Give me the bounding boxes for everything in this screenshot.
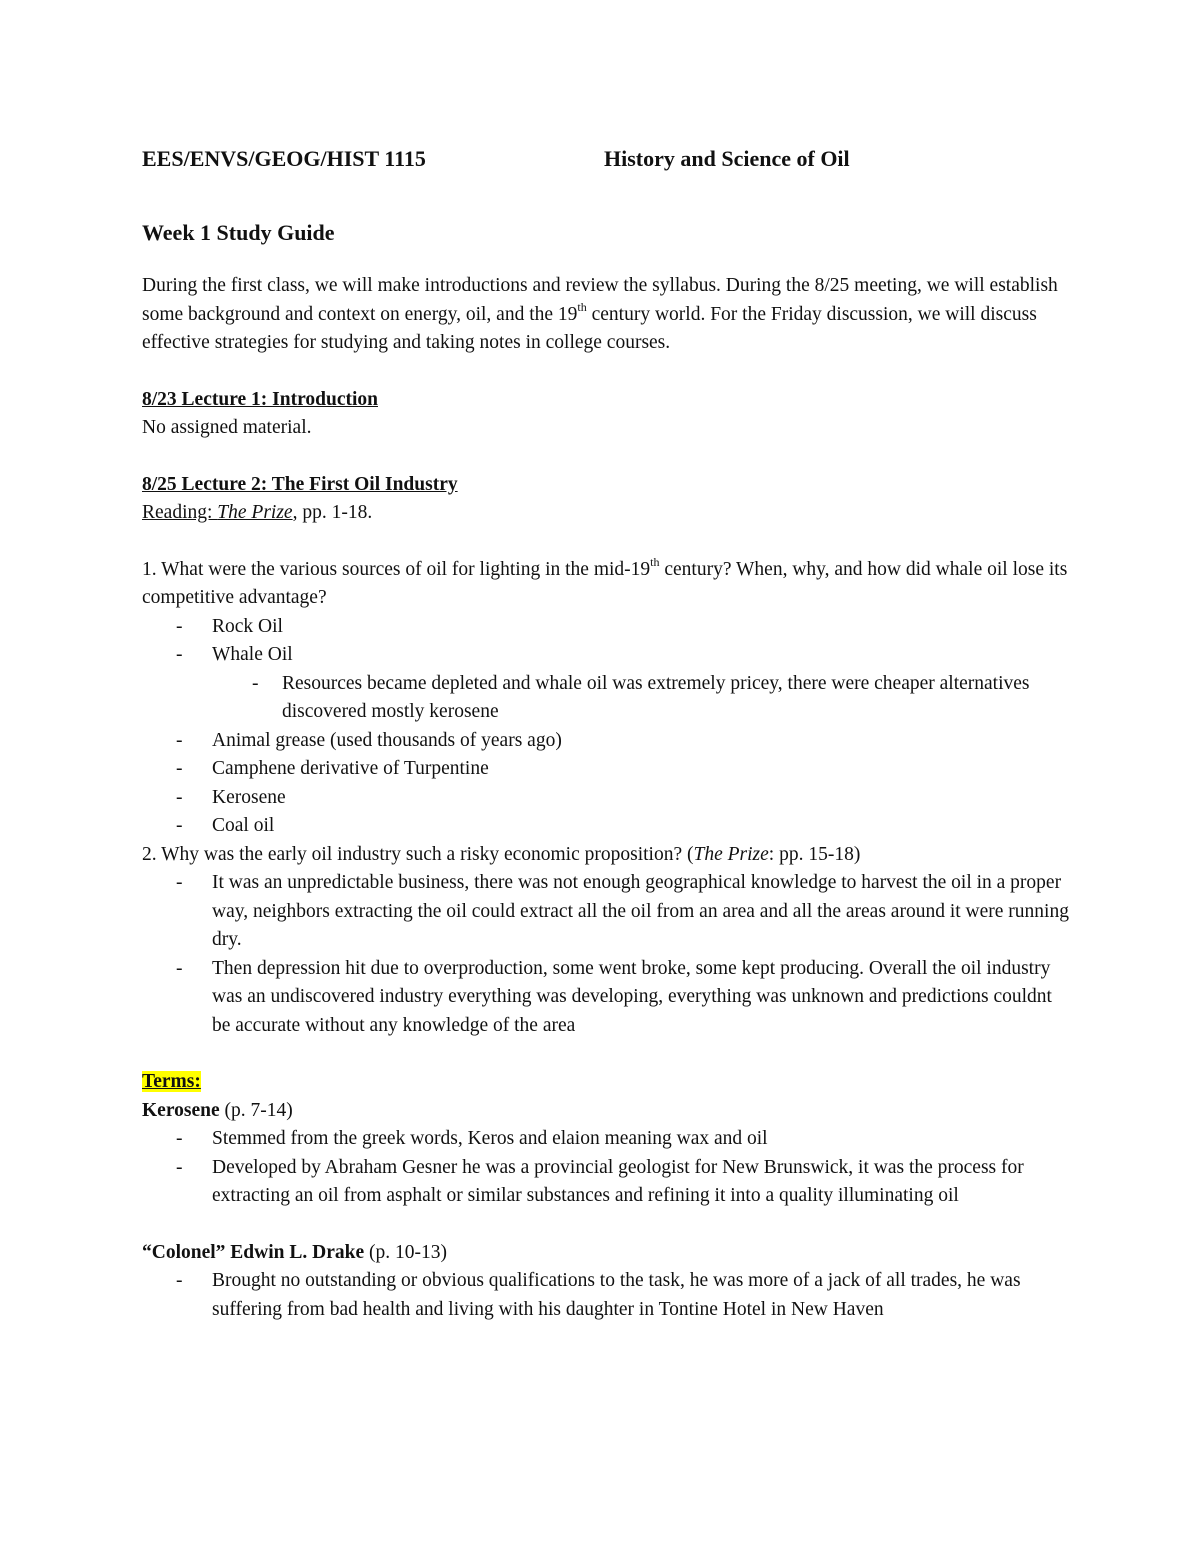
question-2 [142,841,1072,870]
question-2-book: The Prize [693,843,769,865]
list-item: - It was an unpredictable business, there was not enough geographical knowledge to harvest the oil in a proper way, neighbors extracting the oil could extract all the oil from an area and all the areas around it were running dry. [142,869,1072,955]
course-header [142,142,1072,176]
document-body [142,142,1072,1324]
term-drake-pages: (p. 10-13) [364,1241,447,1263]
list-item: - Camphene derivative of Turpentine [142,755,1072,784]
term-kerosene-pages: (p. 7-14) [219,1099,293,1121]
term-kerosene-notes [142,1125,1072,1211]
terms-heading [142,1068,1072,1097]
terms-label: Terms: [142,1071,201,1092]
list-item: - Coal oil [142,812,1072,841]
question-1-text-2: century? When, why, and how did whale oil lose its competitive advantage? [142,558,1068,608]
lecture-1-note: No assigned material. [142,417,312,438]
list-item: - Then depression hit due to overproduction, some went broke, some kept producing. Overall the oil industry was an undiscovered industry everything was developing, everything was unknown and predictions couldnt be accurate without any knowledge of the area [142,955,1072,1041]
list-item: - Animal grease (used thousands of years ago) [142,727,1072,756]
list-item: - Brought no outstanding or obvious qualifications to the task, he was more of a jack of all trades, he was suffering from bad health and living with his daughter in Tontine Hotel in New Haven [142,1267,1072,1324]
question-1-answers [142,613,1072,841]
list-item-text: Whale Oil [212,644,293,665]
week-title: Week 1 Study Guide [142,220,335,245]
question-1 [142,556,1072,613]
reading-pages: , pp. 1-18. [292,502,373,523]
list-item: - Kerosene [142,784,1072,813]
intro-paragraph [142,272,1072,358]
reading-book: The Prize [217,502,293,523]
lecture-2-heading: 8/25 Lecture 2: The First Oil Industry [142,473,458,495]
intro-superscript: th [577,300,587,314]
list-item: - Stemmed from the greek words, Keros and elaion meaning wax and oil [142,1125,1072,1154]
list-item: - Resources became depleted and whale oil was extremely pricey, there were cheaper alternatives discovered mostly kerosene [212,670,1072,727]
nested-list [212,670,1072,727]
list-item: - Developed by Abraham Gesner he was a provincial geologist for New Brunswick, it was the process for extracting an oil from asphalt or similar substances and refining it into a quality illuminating oil [142,1154,1072,1211]
term-drake [142,1239,1072,1268]
list-item: - Rock Oil [142,613,1072,642]
course-title: History and Science of Oil [604,146,850,171]
question-1-text-1: 1. What were the various sources of oil for lighting in the mid-19 [142,558,651,580]
term-drake-name: “Colonel” Edwin L. Drake [142,1241,365,1263]
intro-text-1: During the first class, we will make introductions and review the syllabus. During the 8/25 meeting, we will establish some background and context on energy, oil, and the 19 [142,275,1058,325]
lecture-2-reading [142,499,1072,528]
intro-text-2: century world. For the Friday discussion, we will discuss effective strategies for studying and taking notes in college courses. [142,303,1037,353]
question-2-answers [142,869,1072,1040]
list-item [142,641,1072,727]
term-drake-notes [142,1267,1072,1324]
reading-label: Reading: [142,502,218,523]
lecture-1-heading: 8/23 Lecture 1: Introduction [142,388,378,410]
question-1-superscript: th [650,555,660,569]
course-code: EES/ENVS/GEOG/HIST 1115 [142,146,426,171]
term-kerosene [142,1097,1072,1126]
term-kerosene-name: Kerosene [142,1099,220,1121]
question-2-text-2: : pp. 15-18) [768,843,861,865]
question-2-text-1: 2. Why was the early oil industry such a risky economic proposition? ( [142,843,694,865]
